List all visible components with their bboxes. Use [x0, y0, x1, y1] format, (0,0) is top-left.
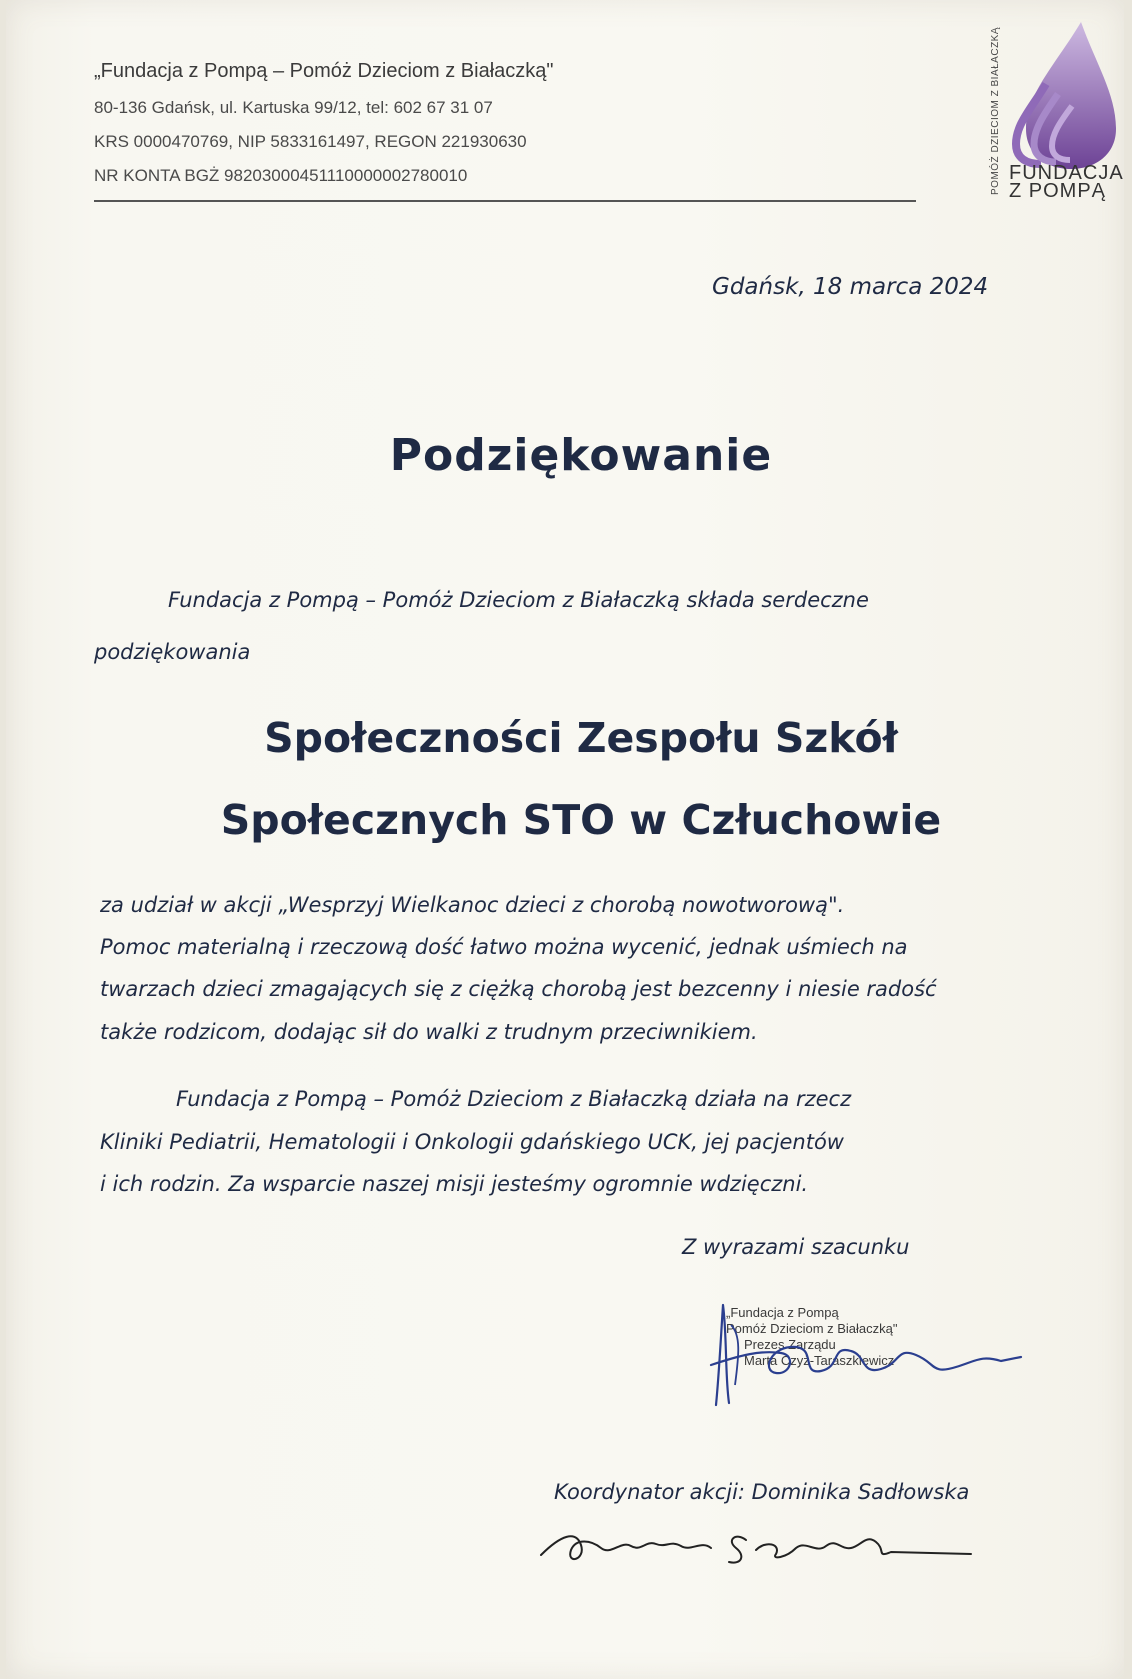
- letter-date: Gdańsk, 18 marca 2024: [712, 274, 989, 300]
- stamp-line-3: Prezes Zarządu: [744, 1337, 836, 1352]
- stamp-line-2: Pomóż Dzieciom z Białaczką": [726, 1321, 898, 1336]
- coordinator-line: Koordynator akcji: Dominika Sadłowska: [554, 1480, 970, 1504]
- logo-tagline: POMÓŻ DZIECIOM Z BIAŁACZKĄ: [990, 26, 1001, 195]
- president-signature: [701, 1295, 1031, 1415]
- foundation-name: „Fundacja z Pompą – Pomóż Dzieciom z Białaczką": [94, 60, 554, 82]
- letter-title: Podziękowanie: [389, 430, 773, 481]
- body-line: Pomoc materialną i rzeczową dość łatwo można wycenić, jednak uśmiech na: [100, 935, 908, 959]
- foundation-registry: KRS 0000470769, NIP 5833161497, REGON 221930630: [94, 132, 527, 151]
- foundation-address: 80-136 Gdańsk, ul. Kartuska 99/12, tel: 602 67 31 07: [94, 98, 493, 117]
- mission-line: Kliniki Pediatrii, Hematologii i Onkologii gdańskiego UCK, jej pacjentów: [100, 1130, 844, 1154]
- stamp-line-4: Marta Czyż-Taraszkiewicz: [744, 1353, 895, 1368]
- closing-phrase: Z wyrazami szacunku: [682, 1235, 910, 1259]
- body-line: twarzach dzieci zmagających się z ciężką chorobą jest bezcenny i niesie radość: [100, 977, 937, 1001]
- logo-word-z-pompa: Z POMPĄ: [1009, 180, 1107, 202]
- recipient-line-1: Społeczności Zespołu Szkół: [264, 714, 898, 762]
- body-line: także rodzicom, dodając sił do walki z trudnym przeciwnikiem.: [100, 1020, 758, 1044]
- coordinator-signature: [531, 1510, 991, 1580]
- letter-sheet: [6, 0, 1124, 1679]
- body-line: za udział w akcji „Wesprzyj Wielkanoc dzieci z chorobą nowotworową".: [100, 893, 845, 917]
- intro-line-2: podziękowania: [94, 640, 251, 664]
- logo-word-fundacja: FUNDACJA: [1009, 162, 1124, 184]
- foundation-account: NR KONTA BGŻ 98203000451110000002780010: [94, 166, 468, 185]
- stamp-line-1: „Fundacja z Pompą: [726, 1305, 839, 1320]
- mission-line: i ich rodzin. Za wsparcie naszej misji jesteśmy ogromnie wdzięczni.: [100, 1172, 809, 1196]
- mission-line: Fundacja z Pompą – Pomóż Dzieciom z Białaczką działa na rzecz: [176, 1087, 852, 1111]
- recipient-line-2: Społecznych STO w Człuchowie: [220, 796, 942, 844]
- intro-line-1: Fundacja z Pompą – Pomóż Dzieciom z Białaczką składa serdeczne: [168, 588, 869, 612]
- letterhead-divider: [94, 200, 916, 202]
